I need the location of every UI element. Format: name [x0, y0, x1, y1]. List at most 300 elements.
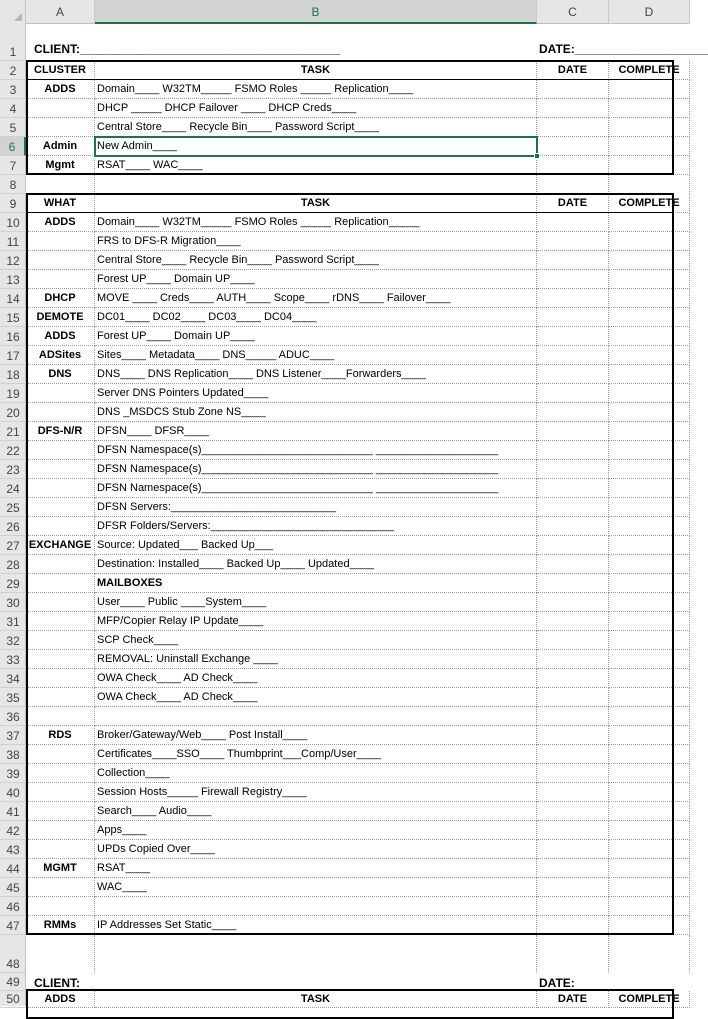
cell-a46[interactable] — [26, 897, 95, 916]
cell-a40[interactable] — [26, 783, 95, 802]
cell-a43[interactable] — [26, 840, 95, 859]
cell-a27[interactable]: EXCHANGE — [26, 536, 95, 555]
row-header-36[interactable]: 36 — [0, 707, 26, 726]
cell-c48[interactable] — [537, 935, 609, 973]
sheet-row-12 — [26, 251, 690, 270]
cell-d5[interactable] — [609, 118, 690, 137]
cell-a32[interactable] — [26, 631, 95, 650]
cell-a3[interactable]: ADDS — [26, 80, 95, 99]
cell-c35[interactable] — [537, 688, 609, 707]
sheet-row-42 — [26, 821, 690, 840]
cell-d46[interactable] — [609, 897, 690, 916]
cell-a16[interactable]: ADDS — [26, 327, 95, 346]
cell-c20[interactable] — [537, 403, 609, 422]
cell-d2[interactable]: COMPLETE — [609, 61, 690, 80]
row-header-44[interactable]: 44 — [0, 859, 26, 878]
select-all-corner[interactable] — [0, 0, 26, 24]
cell-a23[interactable] — [26, 460, 95, 479]
cell-d39[interactable] — [609, 764, 690, 783]
cell-b5[interactable]: Central Store____ Recycle Bin____ Password Script____ — [95, 118, 537, 137]
sheet-row-7 — [26, 156, 690, 175]
cell-b33[interactable]: REMOVAL: Uninstall Exchange ____ — [95, 650, 537, 669]
cell-c36[interactable] — [537, 707, 609, 726]
cell-c41[interactable] — [537, 802, 609, 821]
cell-c32[interactable] — [537, 631, 609, 650]
sheet-row-19 — [26, 384, 690, 403]
cell-b39[interactable]: Collection____ — [95, 764, 537, 783]
sheet-row-13 — [26, 270, 690, 289]
cell-a42[interactable] — [26, 821, 95, 840]
cell-b29[interactable]: MAILBOXES — [95, 574, 537, 593]
cell-d22[interactable] — [609, 441, 690, 460]
cell-c39[interactable] — [537, 764, 609, 783]
cell-b38[interactable]: Certificates____SSO____ Thumbprint___Comp/User____ — [95, 745, 537, 764]
row-header-14[interactable]: 14 — [0, 289, 26, 308]
row-header-47[interactable]: 47 — [0, 916, 26, 935]
cell-b45[interactable]: WAC____ — [95, 878, 537, 897]
cell-b19[interactable]: Server DNS Pointers Updated____ — [95, 384, 537, 403]
row-header-42[interactable]: 42 — [0, 821, 26, 840]
sheet-row-29 — [26, 574, 690, 593]
cell-d7[interactable] — [609, 156, 690, 175]
row-header-30[interactable]: 30 — [0, 593, 26, 612]
cell-d24[interactable] — [609, 479, 690, 498]
column-header-d[interactable]: D — [609, 0, 690, 24]
sheet-row-27 — [26, 536, 690, 555]
cell-d18[interactable] — [609, 365, 690, 384]
row-header-29[interactable]: 29 — [0, 574, 26, 593]
cell-a29[interactable] — [26, 574, 95, 593]
row-header-13[interactable]: 13 — [0, 270, 26, 289]
cell-a12[interactable] — [26, 251, 95, 270]
cell-b43[interactable]: UPDs Copied Over____ — [95, 840, 537, 859]
row-header-23[interactable]: 23 — [0, 460, 26, 479]
sheet-row-45 — [26, 878, 690, 897]
cell-d36[interactable] — [609, 707, 690, 726]
cell-d23[interactable] — [609, 460, 690, 479]
cell-b16[interactable]: Forest UP____ Domain UP____ — [95, 327, 537, 346]
cell-c37[interactable] — [537, 726, 609, 745]
cell-d12[interactable] — [609, 251, 690, 270]
cell-c11[interactable] — [537, 232, 609, 251]
cell-a22[interactable] — [26, 441, 95, 460]
cell-d43[interactable] — [609, 840, 690, 859]
cell-c47[interactable] — [537, 916, 609, 935]
sheet-row-33 — [26, 650, 690, 669]
cell-c30[interactable] — [537, 593, 609, 612]
cell-a14[interactable]: DHCP — [26, 289, 95, 308]
sheet-row-30 — [26, 593, 690, 612]
sheet-row-38 — [26, 745, 690, 764]
cell-b25[interactable]: DFSN Servers:___________________________ — [95, 498, 537, 517]
cell-a10[interactable]: ADDS — [26, 213, 95, 232]
cell-c12[interactable] — [537, 251, 609, 270]
footer-client-label[interactable]: CLIENT: — [34, 976, 80, 990]
cell-b27[interactable]: Source: Updated___ Backed Up___ — [95, 536, 537, 555]
cell-c18[interactable] — [537, 365, 609, 384]
cell-d50[interactable]: COMPLETE — [609, 991, 690, 1008]
cell-b37[interactable]: Broker/Gateway/Web____ Post Install____ — [95, 726, 537, 745]
cell-c26[interactable] — [537, 517, 609, 536]
cell-a11[interactable] — [26, 232, 95, 251]
cell-c5[interactable] — [537, 118, 609, 137]
sheet-row-32 — [26, 631, 690, 650]
select-all-triangle-icon — [14, 13, 22, 21]
sheet-row-43 — [26, 840, 690, 859]
cell-d20[interactable] — [609, 403, 690, 422]
sheet-row-17 — [26, 346, 690, 365]
cell-b36[interactable] — [95, 707, 537, 726]
sheet-row-11 — [26, 232, 690, 251]
cell-b20[interactable]: DNS _MSDCS Stub Zone NS____ — [95, 403, 537, 422]
cell-b21[interactable]: DFSN____ DFSR____ — [95, 422, 537, 441]
cell-d35[interactable] — [609, 688, 690, 707]
cell-b35[interactable]: OWA Check____ AD Check____ — [95, 688, 537, 707]
sheet-row-48 — [26, 935, 690, 973]
cell-b30[interactable]: User____ Public ____System____ — [95, 593, 537, 612]
cell-c6[interactable] — [537, 137, 609, 156]
cell-a8[interactable] — [26, 175, 95, 194]
cell-d9[interactable]: COMPLETE — [609, 194, 690, 213]
cell-d37[interactable] — [609, 726, 690, 745]
row-header-3[interactable]: 3 — [0, 80, 26, 99]
cell-a36[interactable] — [26, 707, 95, 726]
cell-d34[interactable] — [609, 669, 690, 688]
cell-c17[interactable] — [537, 346, 609, 365]
cell-d14[interactable] — [609, 289, 690, 308]
cell-d11[interactable] — [609, 232, 690, 251]
row-header-48[interactable]: 48 — [0, 935, 26, 973]
sheet-row-39 — [26, 764, 690, 783]
cell-b31[interactable]: MFP/Copier Relay IP Update____ — [95, 612, 537, 631]
sheet-row-49 — [26, 973, 690, 991]
cell-c38[interactable] — [537, 745, 609, 764]
cell-d44[interactable] — [609, 859, 690, 878]
cell-c31[interactable] — [537, 612, 609, 631]
cell-d8[interactable] — [609, 175, 690, 194]
row-header-5[interactable]: 5 — [0, 118, 26, 137]
cell-d41[interactable] — [609, 802, 690, 821]
row-header-16[interactable]: 16 — [0, 327, 26, 346]
cell-a41[interactable] — [26, 802, 95, 821]
cell-a28[interactable] — [26, 555, 95, 574]
cell-d29[interactable] — [609, 574, 690, 593]
cell-d15[interactable] — [609, 308, 690, 327]
row-header-9[interactable]: 9 — [0, 194, 26, 213]
row-header-12[interactable]: 12 — [0, 251, 26, 270]
row-header-21[interactable]: 21 — [0, 422, 26, 441]
row-header-40[interactable]: 40 — [0, 783, 26, 802]
row-header-50[interactable]: 50 — [0, 991, 26, 1008]
cell-c24[interactable] — [537, 479, 609, 498]
cell-a30[interactable] — [26, 593, 95, 612]
row-header-26[interactable]: 26 — [0, 517, 26, 536]
cell-c44[interactable] — [537, 859, 609, 878]
cell-b32[interactable]: SCP Check____ — [95, 631, 537, 650]
sheet-row-6 — [26, 137, 690, 156]
cell-c21[interactable] — [537, 422, 609, 441]
cell-d32[interactable] — [609, 631, 690, 650]
cell-b11[interactable]: FRS to DFS-R Migration____ — [95, 232, 537, 251]
cell-b13[interactable]: Forest UP____ Domain UP____ — [95, 270, 537, 289]
row-header-18[interactable]: 18 — [0, 365, 26, 384]
row-header-22[interactable]: 22 — [0, 441, 26, 460]
cell-a37[interactable]: RDS — [26, 726, 95, 745]
column-header-b[interactable]: B — [95, 0, 537, 24]
cell-a9[interactable]: WHAT — [26, 194, 95, 213]
column-header-c[interactable]: C — [537, 0, 609, 24]
cell-b40[interactable]: Session Hosts_____ Firewall Registry____ — [95, 783, 537, 802]
row-header-45[interactable]: 45 — [0, 878, 26, 897]
cell-b15[interactable]: DC01____ DC02____ DC03____ DC04____ — [95, 308, 537, 327]
cell-c9[interactable]: DATE — [537, 194, 609, 213]
cell-c40[interactable] — [537, 783, 609, 802]
cell-b50[interactable]: TASK — [95, 991, 537, 1008]
cell-b28[interactable]: Destination: Installed____ Backed Up____ Updated____ — [95, 555, 537, 574]
cell-c8[interactable] — [537, 175, 609, 194]
cell-c10[interactable] — [537, 213, 609, 232]
cell-d3[interactable] — [609, 80, 690, 99]
sheet-row-35 — [26, 688, 690, 707]
cell-c14[interactable] — [537, 289, 609, 308]
cell-a13[interactable] — [26, 270, 95, 289]
sheet-row-25 — [26, 498, 690, 517]
cell-d47[interactable] — [609, 916, 690, 935]
cell-a47[interactable]: RMMs — [26, 916, 95, 935]
cell-b34[interactable]: OWA Check____ AD Check____ — [95, 669, 537, 688]
cell-d6[interactable] — [609, 137, 690, 156]
cell-c19[interactable] — [537, 384, 609, 403]
cell-d26[interactable] — [609, 517, 690, 536]
cell-a45[interactable] — [26, 878, 95, 897]
date-label[interactable]: DATE:____________________ — [539, 42, 708, 56]
cell-a7[interactable]: Mgmt — [26, 156, 95, 175]
cell-c16[interactable] — [537, 327, 609, 346]
row-header-43[interactable]: 43 — [0, 840, 26, 859]
cell-a25[interactable] — [26, 498, 95, 517]
cell-b23[interactable]: DFSN Namespace(s)____________________________ ____________________ — [95, 460, 537, 479]
sheet-row-4 — [26, 99, 690, 118]
row-header-19[interactable]: 19 — [0, 384, 26, 403]
row-header-17[interactable]: 17 — [0, 346, 26, 365]
cell-b2[interactable]: TASK — [95, 61, 537, 80]
sheet-row-44 — [26, 859, 690, 878]
row-header-11[interactable]: 11 — [0, 232, 26, 251]
cell-d16[interactable] — [609, 327, 690, 346]
cell-a26[interactable] — [26, 517, 95, 536]
cell-a6[interactable]: Admin — [26, 137, 95, 156]
sheet-row-46 — [26, 897, 690, 916]
row-header-37[interactable]: 37 — [0, 726, 26, 745]
cell-c4[interactable] — [537, 99, 609, 118]
sheet-row-18 — [26, 365, 690, 384]
cell-a35[interactable] — [26, 688, 95, 707]
cell-a50[interactable]: ADDS — [26, 991, 95, 1008]
row-header-7[interactable]: 7 — [0, 156, 26, 175]
cell-d27[interactable] — [609, 536, 690, 555]
row-header-35[interactable]: 35 — [0, 688, 26, 707]
row-header-34[interactable]: 34 — [0, 669, 26, 688]
cell-a33[interactable] — [26, 650, 95, 669]
cell-c23[interactable] — [537, 460, 609, 479]
row-header-bar — [0, 24, 26, 1006]
cell-d17[interactable] — [609, 346, 690, 365]
sheet-row-31 — [26, 612, 690, 631]
cell-a18[interactable]: DNS — [26, 365, 95, 384]
sheet-row-28 — [26, 555, 690, 574]
cell-b22[interactable]: DFSN Namespace(s)____________________________ ____________________ — [95, 441, 537, 460]
sheet-row-24 — [26, 479, 690, 498]
cell-d42[interactable] — [609, 821, 690, 840]
cell-a5[interactable] — [26, 118, 95, 137]
sheet-row-8 — [26, 175, 690, 194]
cell-a20[interactable] — [26, 403, 95, 422]
cell-b46[interactable] — [95, 897, 537, 916]
cell-d13[interactable] — [609, 270, 690, 289]
cell-a19[interactable] — [26, 384, 95, 403]
row-header-2[interactable]: 2 — [0, 61, 26, 80]
sheet-row-23 — [26, 460, 690, 479]
sheet-row-2 — [26, 61, 690, 80]
row-header-25[interactable]: 25 — [0, 498, 26, 517]
row-header-1[interactable]: 1 — [0, 24, 26, 61]
cell-a15[interactable]: DEMOTE — [26, 308, 95, 327]
cell-a17[interactable]: ADSites — [26, 346, 95, 365]
cell-d45[interactable] — [609, 878, 690, 897]
cell-d10[interactable] — [609, 213, 690, 232]
row-header-41[interactable]: 41 — [0, 802, 26, 821]
cell-a31[interactable] — [26, 612, 95, 631]
cell-d38[interactable] — [609, 745, 690, 764]
cell-b10[interactable]: Domain____ W32TM_____ FSMO Roles _____ Replication_____ — [95, 213, 537, 232]
row-header-24[interactable]: 24 — [0, 479, 26, 498]
sheet-row-15 — [26, 308, 690, 327]
cell-a4[interactable] — [26, 99, 95, 118]
sheet-row-16 — [26, 327, 690, 346]
cell-c50[interactable]: DATE — [537, 991, 609, 1008]
cell-d19[interactable] — [609, 384, 690, 403]
cell-a21[interactable]: DFS-N/R — [26, 422, 95, 441]
cell-d31[interactable] — [609, 612, 690, 631]
cell-b8[interactable] — [95, 175, 537, 194]
cell-b41[interactable]: Search____ Audio____ — [95, 802, 537, 821]
sheet-row-14 — [26, 289, 690, 308]
sheet-row-10 — [26, 213, 690, 232]
row-header-46[interactable]: 46 — [0, 897, 26, 916]
cell-b14[interactable]: MOVE ____ Creds____ AUTH____ Scope____ rDNS____ Failover____ — [95, 289, 537, 308]
cell-d30[interactable] — [609, 593, 690, 612]
cell-b18[interactable]: DNS____ DNS Replication____ DNS Listener____Forwarders____ — [95, 365, 537, 384]
cell-c43[interactable] — [537, 840, 609, 859]
sheet-row-34 — [26, 669, 690, 688]
column-header-a[interactable]: A — [26, 0, 95, 24]
row-header-27[interactable]: 27 — [0, 536, 26, 555]
column-header-bar — [0, 0, 690, 24]
sheet-row-9 — [26, 194, 690, 213]
cell-d25[interactable] — [609, 498, 690, 517]
cell-c45[interactable] — [537, 878, 609, 897]
cell-c15[interactable] — [537, 308, 609, 327]
row-header-49[interactable]: 49 — [0, 973, 26, 991]
cell-d48[interactable] — [609, 935, 690, 973]
cell-b44[interactable]: RSAT____ — [95, 859, 537, 878]
cell-a48[interactable] — [26, 935, 95, 973]
cell-b24[interactable]: DFSN Namespace(s)____________________________ ____________________ — [95, 479, 537, 498]
cell-c46[interactable] — [537, 897, 609, 916]
row-header-10[interactable]: 10 — [0, 213, 26, 232]
cell-c29[interactable] — [537, 574, 609, 593]
cell-b7[interactable]: RSAT____ WAC____ — [95, 156, 537, 175]
cell-b4[interactable]: DHCP _____ DHCP Failover ____ DHCP Creds____ — [95, 99, 537, 118]
row-header-6[interactable]: 6 — [0, 137, 26, 156]
cell-c42[interactable] — [537, 821, 609, 840]
cell-d33[interactable] — [609, 650, 690, 669]
sheet-row-41 — [26, 802, 690, 821]
sheet-row-47 — [26, 916, 690, 935]
row-header-38[interactable]: 38 — [0, 745, 26, 764]
cell-b3[interactable]: Domain____ W32TM_____ FSMO Roles _____ Replication____ — [95, 80, 537, 99]
cell-c13[interactable] — [537, 270, 609, 289]
cell-b12[interactable]: Central Store____ Recycle Bin____ Password Script____ — [95, 251, 537, 270]
row-header-8[interactable]: 8 — [0, 175, 26, 194]
cell-d28[interactable] — [609, 555, 690, 574]
sheet-row-40 — [26, 783, 690, 802]
cell-d40[interactable] — [609, 783, 690, 802]
cell-a39[interactable] — [26, 764, 95, 783]
cell-b26[interactable]: DFSR Folders/Servers:______________________________ — [95, 517, 537, 536]
row-header-31[interactable]: 31 — [0, 612, 26, 631]
cell-c7[interactable] — [537, 156, 609, 175]
cell-a24[interactable] — [26, 479, 95, 498]
cell-b47[interactable]: IP Addresses Set Static____ — [95, 916, 537, 935]
cell-c27[interactable] — [537, 536, 609, 555]
cell-c2[interactable]: DATE — [537, 61, 609, 80]
cell-c22[interactable] — [537, 441, 609, 460]
row-header-20[interactable]: 20 — [0, 403, 26, 422]
cell-d4[interactable] — [609, 99, 690, 118]
row-header-28[interactable]: 28 — [0, 555, 26, 574]
cell-b6[interactable]: New Admin____ — [95, 137, 537, 156]
client-label[interactable]: CLIENT:_______________________________________ — [34, 42, 341, 56]
row-header-39[interactable]: 39 — [0, 764, 26, 783]
cell-a38[interactable] — [26, 745, 95, 764]
row-header-15[interactable]: 15 — [0, 308, 26, 327]
cell-b42[interactable]: Apps____ — [95, 821, 537, 840]
cell-a44[interactable]: MGMT — [26, 859, 95, 878]
cell-c33[interactable] — [537, 650, 609, 669]
cell-b17[interactable]: Sites____ Metadata____ DNS_____ ADUC____ — [95, 346, 537, 365]
sheet-row-1 — [26, 24, 708, 61]
cell-d21[interactable] — [609, 422, 690, 441]
cell-c28[interactable] — [537, 555, 609, 574]
cell-a34[interactable] — [26, 669, 95, 688]
cell-b48[interactable] — [95, 935, 537, 973]
sheet-row-5 — [26, 118, 690, 137]
cell-c25[interactable] — [537, 498, 609, 517]
sheet-row-37 — [26, 726, 690, 745]
row-header-33[interactable]: 33 — [0, 650, 26, 669]
row-header-32[interactable]: 32 — [0, 631, 26, 650]
cell-b9[interactable]: TASK — [95, 194, 537, 213]
cell-a2[interactable]: CLUSTER — [26, 61, 95, 80]
sheet-row-36 — [26, 707, 690, 726]
cell-c34[interactable] — [537, 669, 609, 688]
sheet-row-22 — [26, 441, 690, 460]
footer-date-label[interactable]: DATE: — [539, 976, 575, 990]
cell-c3[interactable] — [537, 80, 609, 99]
row-header-4[interactable]: 4 — [0, 99, 26, 118]
sheet-row-3 — [26, 80, 690, 99]
